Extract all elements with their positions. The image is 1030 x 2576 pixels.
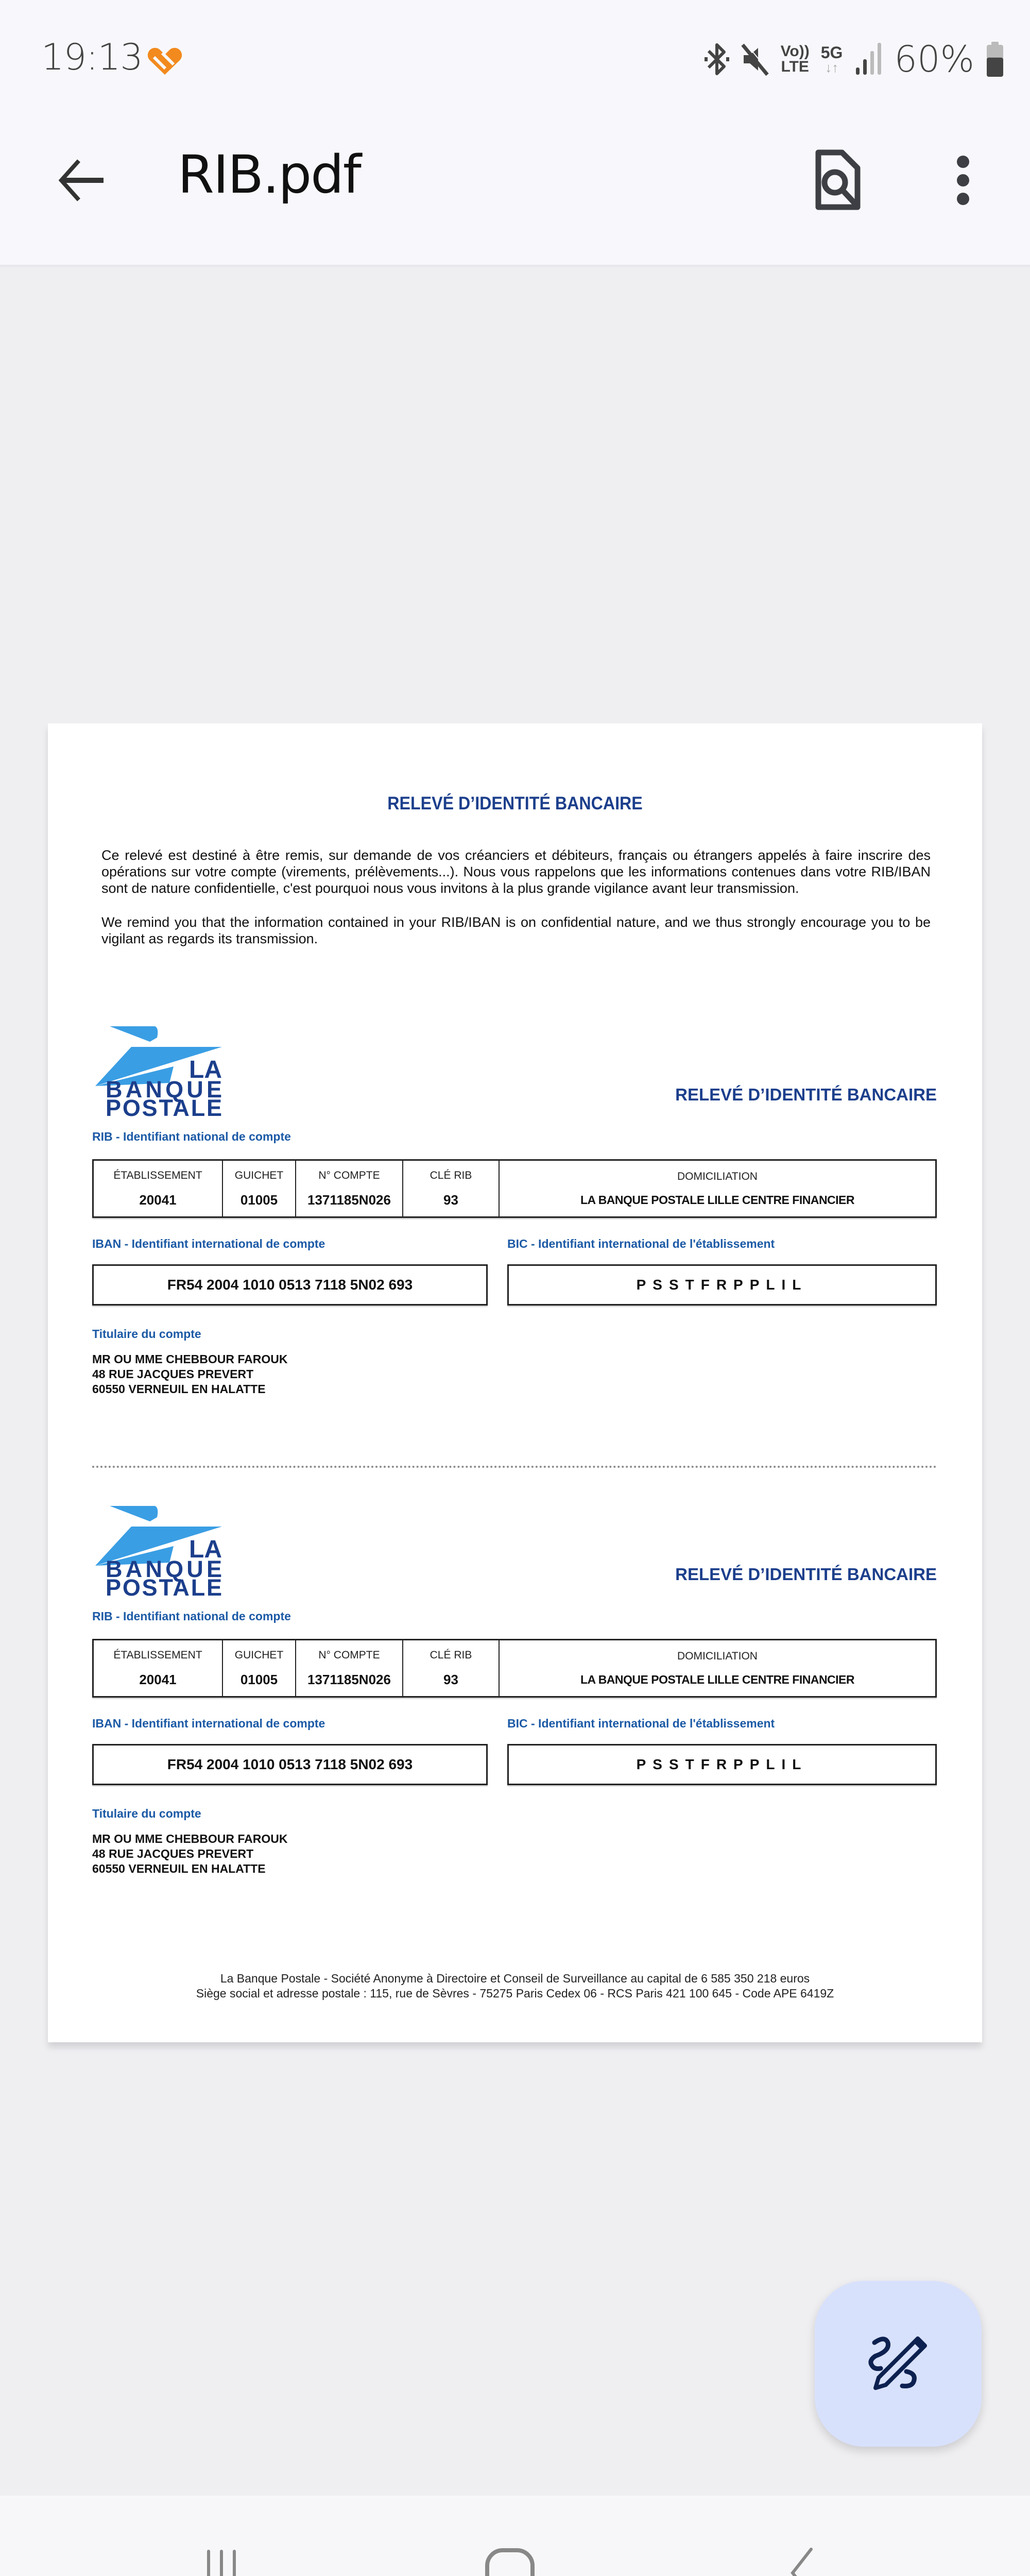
rib-cell-cle xyxy=(403,1640,500,1696)
find-in-document-icon xyxy=(811,149,863,211)
more-vert-icon xyxy=(955,155,971,206)
footer-line-2: Siège social et adresse postale : 115, rue de Sèvres - 75275 Paris Cedex 06 - RCS Paris 421 100 645 - Code APE 6419Z xyxy=(196,1987,834,2000)
battery-percent: 60% xyxy=(894,38,974,80)
bic-value[interactable]: PSSTFRPPLIL xyxy=(507,1264,937,1306)
lte-label: LTE xyxy=(781,58,809,75)
logo-text-la: LA xyxy=(189,1536,222,1563)
signal-icon xyxy=(854,41,883,78)
nav-back-button[interactable] xyxy=(749,2537,852,2576)
rib-cell-compte xyxy=(296,1640,403,1696)
rib-cell-domiciliation xyxy=(500,1161,935,1216)
logo-text-postale: POSTALE xyxy=(106,1574,222,1597)
rib-cell-domiciliation xyxy=(500,1640,935,1696)
rib-header: GUICHET xyxy=(234,1169,284,1181)
logo-text-la: LA xyxy=(189,1056,222,1083)
la-banque-postale-logo xyxy=(92,1025,224,1117)
intro-paragraph-en: We remind you that the information contained in your RIB/IBAN is on confidential nature, and we thus strongly encourage you to be vigilant as regards its transmission. xyxy=(101,914,931,946)
block-title: RELEVÉ D’IDENTITÉ BANCAIRE xyxy=(675,1085,937,1104)
back-button[interactable] xyxy=(52,152,108,209)
iban-label: IBAN - Identifiant international de compte xyxy=(92,1237,325,1250)
rib-cell-guichet xyxy=(223,1640,296,1696)
rib-value[interactable]: 20041 xyxy=(139,1671,177,1687)
rib-value[interactable]: 01005 xyxy=(240,1671,278,1687)
logo-text-banque: BANQUE xyxy=(106,1556,222,1582)
rib-value[interactable]: 1371185N026 xyxy=(307,1671,391,1687)
iban-value[interactable]: FR54 2004 1010 0513 7118 5N02 693 xyxy=(92,1264,488,1306)
5g-icon xyxy=(821,44,843,74)
rib-cell-etablissement xyxy=(94,1640,223,1696)
holder-street[interactable]: 48 RUE JACQUES PREVERT xyxy=(92,1847,254,1860)
rib-value[interactable]: 93 xyxy=(443,1192,458,1208)
home-button[interactable] xyxy=(458,2537,561,2576)
orange-heart-app-icon xyxy=(147,45,183,76)
rib-table xyxy=(92,1159,937,1218)
battery-icon xyxy=(986,41,1004,78)
rib-value[interactable]: LA BANQUE POSTALE LILLE CENTRE FINANCIER xyxy=(580,1672,854,1686)
holder-name[interactable]: MR OU MME CHEBBOUR FAROUK xyxy=(92,1832,288,1845)
app-header xyxy=(0,0,1030,265)
home-icon xyxy=(484,2547,536,2576)
holder-address xyxy=(92,1352,288,1397)
holder-name[interactable]: MR OU MME CHEBBOUR FAROUK xyxy=(92,1352,288,1366)
intro-paragraph-fr: Ce relevé est destiné à être remis, sur demande de vos créanciers et débiteurs, français ou étrangers appelés à faire inscrire des opérations sur votre compte (virements, prélèvements...). Nous vous rappelons que les informations contenues dans votre RIB/IBAN sont de nature confidentielle, c'est pourquoi nous vous invitons à la plus grande vigilance avant leur transmission. xyxy=(101,848,931,896)
rib-header: DOMICILIATION xyxy=(677,1170,758,1182)
rib-cell-cle xyxy=(403,1161,500,1216)
network-label: 5G xyxy=(820,43,843,62)
la-banque-postale-logo xyxy=(92,1505,224,1597)
volte-icon xyxy=(781,44,810,75)
rib-value[interactable]: 20041 xyxy=(139,1192,177,1208)
rib-header: N° COMPTE xyxy=(318,1169,380,1181)
more-options-button[interactable] xyxy=(935,147,991,214)
logo-text-postale: POSTALE xyxy=(106,1095,222,1117)
rib-header: CLÉ RIB xyxy=(430,1169,472,1181)
dotted-cut-line xyxy=(92,1466,937,1468)
bluetooth-icon xyxy=(705,41,729,78)
status-icons xyxy=(705,36,1004,82)
status-time: 19:13 xyxy=(41,36,143,78)
rib-value[interactable]: LA BANQUE POSTALE LILLE CENTRE FINANCIER xyxy=(580,1193,854,1207)
rib-header: GUICHET xyxy=(234,1649,284,1661)
recents-button[interactable] xyxy=(170,2537,273,2576)
logo-text-banque: BANQUE xyxy=(106,1076,222,1103)
bic-label: BIC - Identifiant international de l'établissement xyxy=(507,1237,775,1250)
footer-line-1: La Banque Postale - Société Anonyme à Directoire et Conseil de Surveillance au capital de 6 585 350 218 euros xyxy=(220,1972,810,1985)
sign-document-fab[interactable] xyxy=(815,2281,982,2447)
block-title: RELEVÉ D’IDENTITÉ BANCAIRE xyxy=(675,1565,937,1584)
rib-header: ÉTABLISSEMENT xyxy=(113,1649,202,1661)
rib-label: RIB - Identifiant national de compte xyxy=(92,1609,291,1623)
rib-label: RIB - Identifiant national de compte xyxy=(92,1130,291,1143)
holder-street[interactable]: 48 RUE JACQUES PREVERT xyxy=(92,1367,254,1381)
rib-cell-compte xyxy=(296,1161,403,1216)
legal-footer xyxy=(48,1971,982,2001)
mute-icon xyxy=(741,41,769,78)
holder-city[interactable]: 60550 VERNEUIL EN HALATTE xyxy=(92,1382,266,1396)
rib-cell-etablissement xyxy=(94,1161,223,1216)
pdf-page[interactable] xyxy=(48,723,982,2042)
rib-header: CLÉ RIB xyxy=(430,1649,472,1661)
draw-signature-icon xyxy=(867,2335,929,2392)
holder-address xyxy=(92,1832,288,1876)
rib-block xyxy=(92,1504,937,1906)
iban-value[interactable]: FR54 2004 1010 0513 7118 5N02 693 xyxy=(92,1744,488,1785)
recents-icon xyxy=(198,2549,245,2576)
rib-block xyxy=(92,1024,937,1426)
rib-header: DOMICILIATION xyxy=(677,1650,758,1662)
bic-value[interactable]: PSSTFRPPLIL xyxy=(507,1744,937,1785)
app-bar-divider xyxy=(0,265,1030,268)
holder-city[interactable]: 60550 VERNEUIL EN HALATTE xyxy=(92,1862,266,1875)
back-icon xyxy=(785,2547,816,2576)
rib-header: N° COMPTE xyxy=(318,1649,380,1661)
arrow-left-icon xyxy=(54,155,106,206)
rib-value[interactable]: 93 xyxy=(443,1671,458,1687)
holder-label: Titulaire du compte xyxy=(92,1807,201,1820)
rib-cell-guichet xyxy=(223,1161,296,1216)
iban-label: IBAN - Identifiant international de compte xyxy=(92,1717,325,1730)
bic-label: BIC - Identifiant international de l'établissement xyxy=(507,1717,775,1730)
volte-label: Vo)) xyxy=(780,43,810,60)
system-nav-bar xyxy=(0,2496,1030,2576)
rib-header: ÉTABLISSEMENT xyxy=(113,1169,202,1181)
rib-table xyxy=(92,1639,937,1698)
rib-value[interactable]: 01005 xyxy=(240,1192,278,1208)
document-title: RIB.pdf xyxy=(178,144,360,206)
rib-value[interactable]: 1371185N026 xyxy=(307,1192,391,1208)
find-in-document-button[interactable] xyxy=(803,147,870,214)
data-arrows: ↓↑ xyxy=(825,60,839,75)
holder-label: Titulaire du compte xyxy=(92,1327,201,1341)
document-heading: RELEVÉ D’IDENTITÉ BANCAIRE xyxy=(387,793,643,814)
